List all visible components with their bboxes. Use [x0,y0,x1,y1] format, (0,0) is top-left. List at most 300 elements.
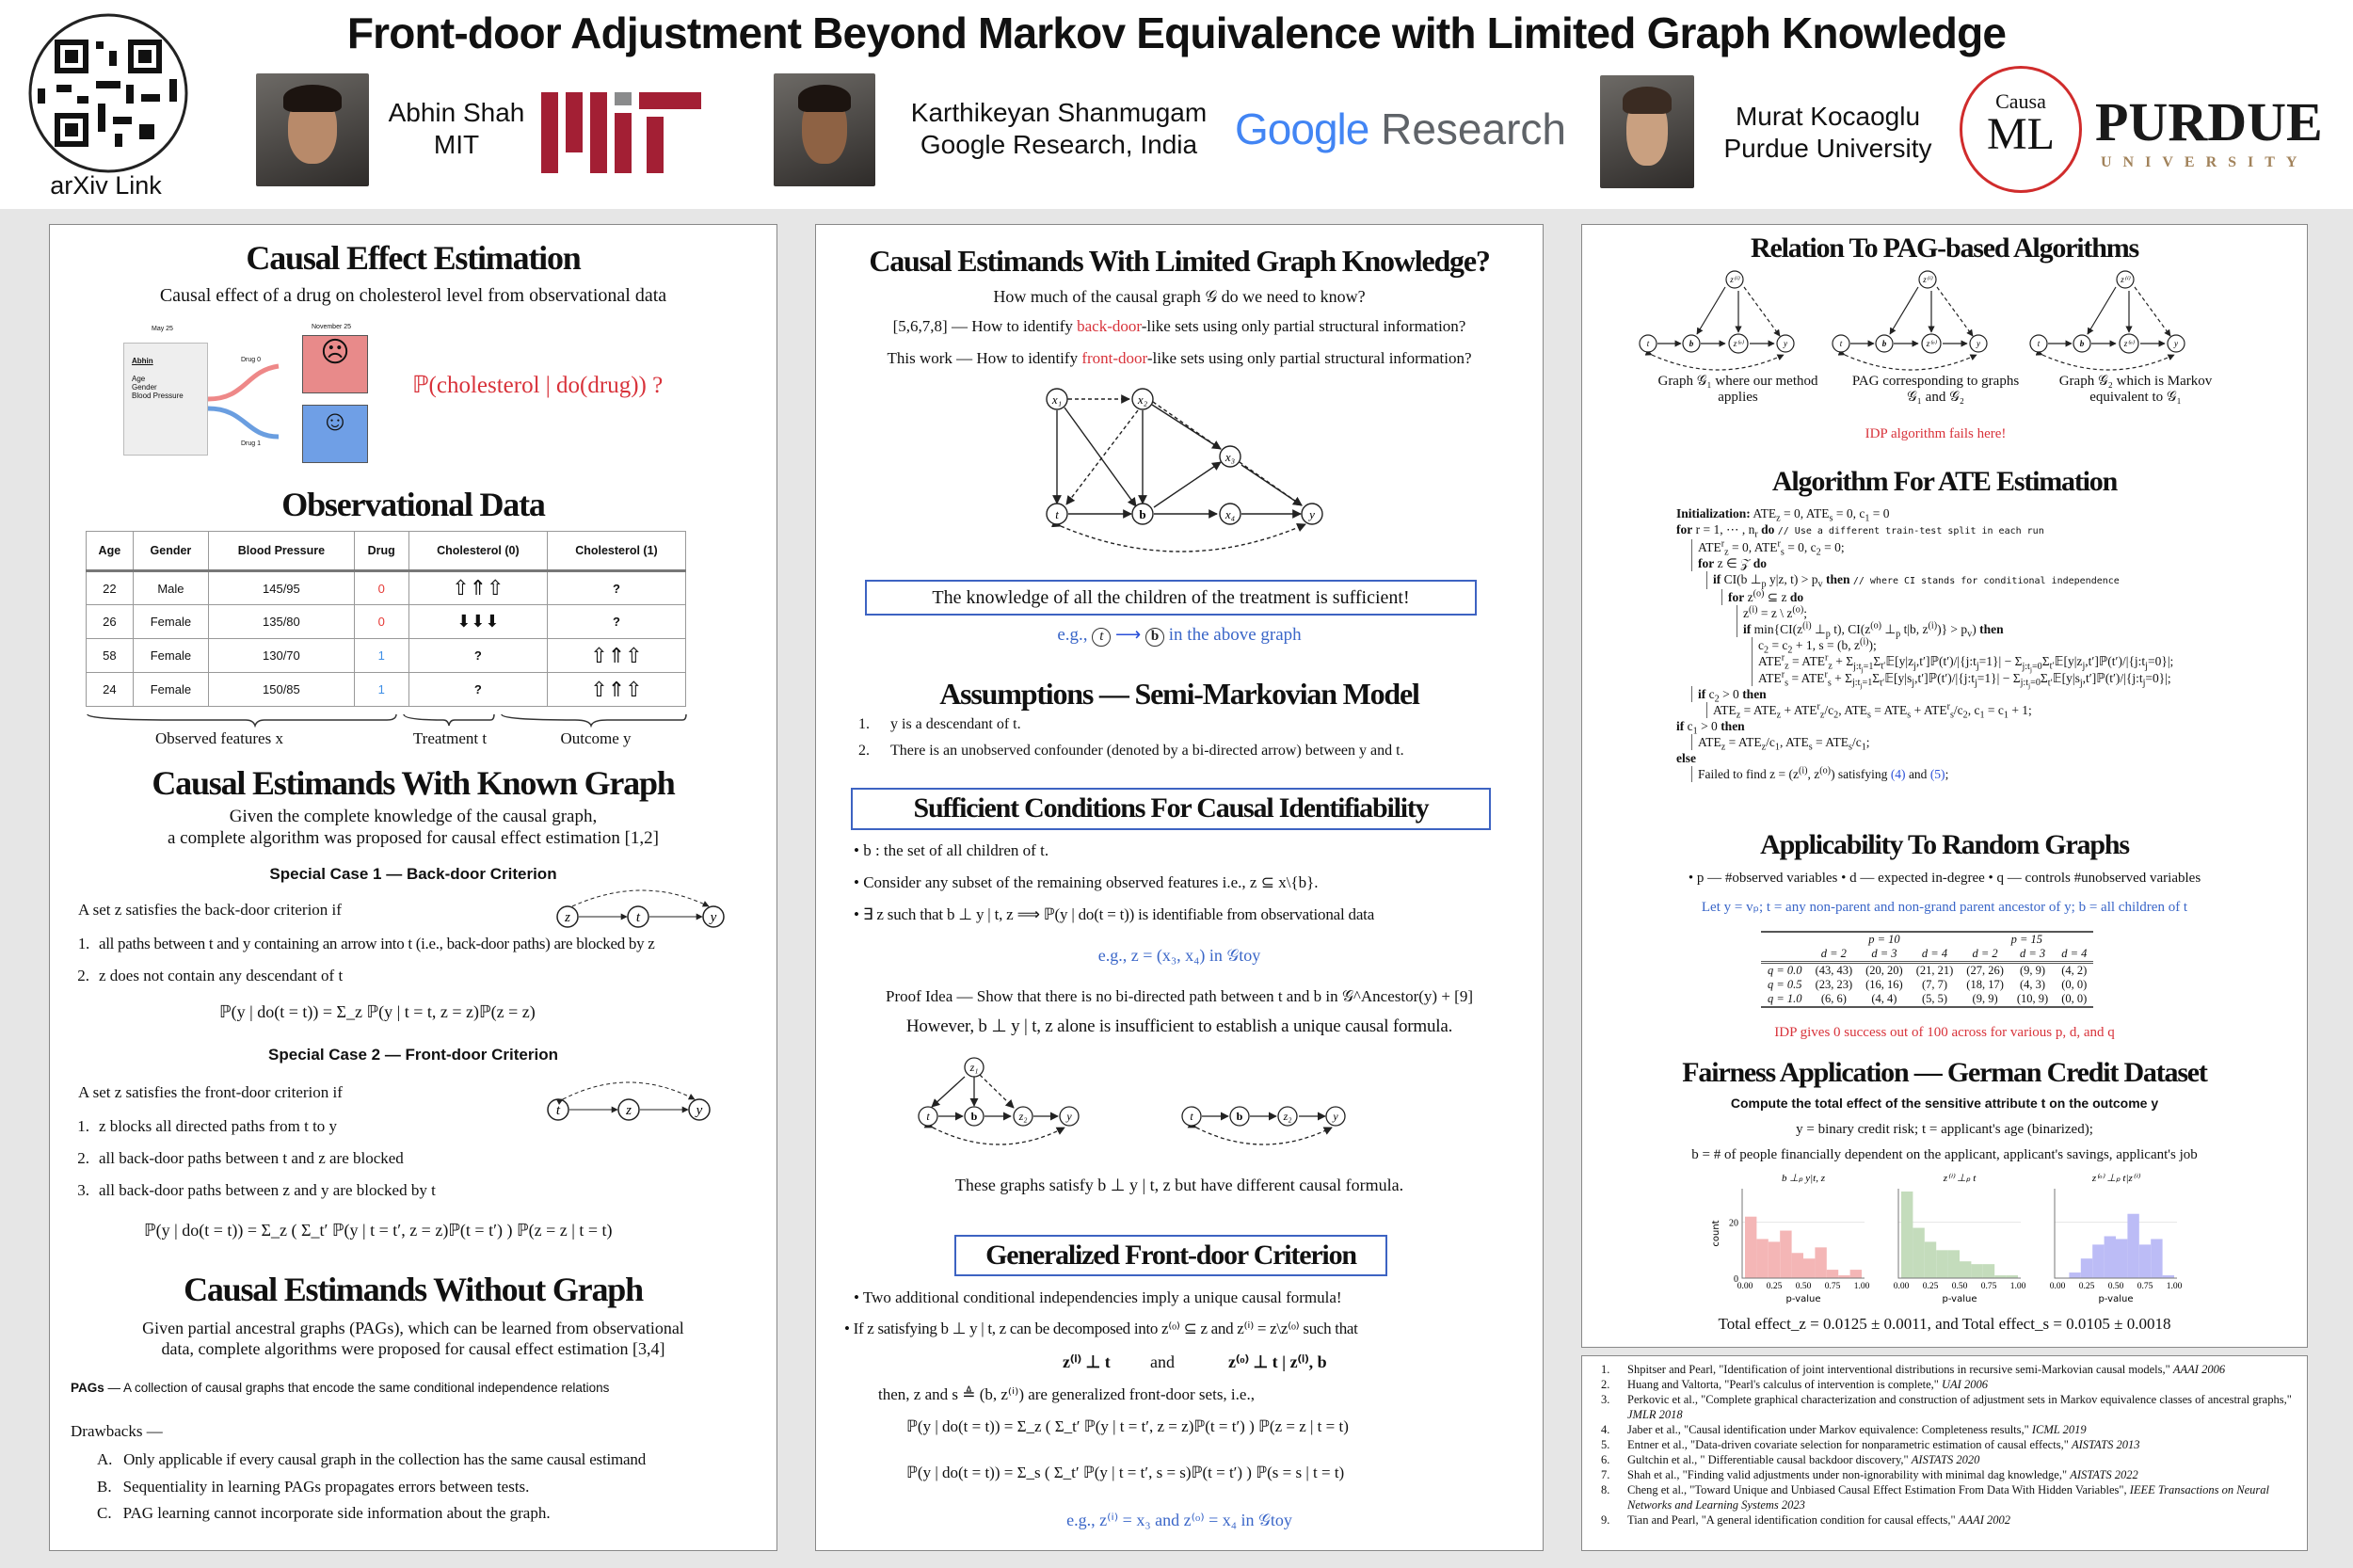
table-row [87,571,686,605]
author-affiliation: MIT [433,130,480,159]
reference-text: Cheng et al., "Toward Unique and Unbiased Causal Effect Estimation From Data With Hidden Variables", [1627,1483,2130,1496]
x-tick-label: 1.00 [2166,1282,2183,1291]
table-cell [1761,932,1809,947]
frontdoor-formula: ℙ(y | do(t = t)) = Σ_z ( Σ_t′ ℙ(y | t = t′, z = z)ℙ(t = t′) ) ℙ(z = z | t = t) [144,1221,613,1240]
purdue-university: UNIVERSITY [2101,154,2309,170]
section-title: Relation To PAG-based Algorithms [1751,232,2138,264]
text-line: However, b ⊥ y | t, z alone is insufficient to establish a unique causal formula. [905,1016,1453,1036]
list-item: A. Only applicable if every causal graph in the collection has the same causal estimand [97,1450,646,1468]
svg-text:z⁽ᵒ⁾: z⁽ᵒ⁾ [2123,339,2135,348]
key-insight-text: The knowledge of all the children of the treatment is sufficient! [932,587,1410,608]
reference-number: 3. [1601,1393,1610,1406]
svg-text:y: y [2174,339,2178,348]
section-title: Fairness Application — German Credit Dataset [1682,1057,2207,1088]
reference-venue: JMLR 2018 [1627,1408,1683,1421]
reference-text: Tian and Pearl, "A general identification condition for causal effects," [1627,1513,1959,1527]
table-cell: (4, 4) [1871,992,1897,1005]
histogram-title: z⁽ᵒ⁾ ⊥ₚ t|z⁽ⁱ⁾ [2091,1173,2140,1184]
table-row [87,605,686,639]
table-cell: (10, 9) [2016,992,2049,1005]
reference-item [1601,1392,2297,1422]
text-line: a complete algorithm was proposed for causal effect estimation [1,2] [168,828,659,848]
column-group-header: p = 15 [2010,933,2043,946]
qr-code-icon[interactable] [28,13,188,173]
row-header: q = 0.5 [1768,978,1802,991]
text-and: and [1150,1352,1175,1371]
svg-text:t: t [1646,339,1650,348]
reference-item [1601,1512,2297,1528]
text-line: data, complete algorithms were proposed for causal effect estimation [3,4] [161,1339,665,1358]
list-item: 1. y is a descendant of t. [858,716,1021,732]
references-panel [1581,1355,2308,1551]
svg-text:t: t [1190,1110,1193,1123]
table-cell: ? [547,571,685,605]
google-wordmark: Google [1235,104,1369,153]
histogram-bar [1756,1239,1768,1278]
poster-title: Front-door Adjustment Beyond Markov Equivalence with Limited Graph Knowledge [346,8,2007,57]
table-cell: (7, 7) [1921,978,1948,991]
ci-condition: z⁽ᵒ⁾ ⊥ t | z⁽ⁱ⁾, b [1228,1352,1327,1371]
svg-text:z⁽ᵒ⁾: z⁽ᵒ⁾ [1733,339,1744,348]
row-header: q = 1.0 [1768,992,1802,1005]
svg-text:t: t [1839,339,1843,348]
column-header: Age [87,532,134,571]
reference-text: Entner et al., "Data-driven covariate selection for nonparametric estimation of causal effects," [1627,1438,2072,1451]
list-item: 1. z blocks all directed paths from t to y [77,1117,338,1135]
x-tick-label: 0.50 [2107,1282,2124,1291]
table-cell: ? [408,673,547,707]
table-row [87,639,686,673]
x-axis-label: p-value [1942,1294,1977,1304]
author-photo-murat [1600,75,1694,188]
reference-venue: UAI 2006 [1942,1378,1988,1391]
histogram-bar [1971,1264,1982,1278]
column-middle [815,224,1544,1551]
histogram-bar [1815,1247,1826,1278]
author-affiliation: Purdue University [1723,134,1932,163]
text-line: Given partial ancestral graphs (PAGs), which can be learned from observational [142,1319,684,1337]
reference-number: 8. [1601,1483,1610,1496]
algorithm-line: $ATE_z = ATE_z + ATE^r_z/c_2$, $ATE_s = ATE_s + ATE^r_s/c_2$, $c_1 = c_1 + 1$; [1706,702,2297,718]
x-tick-label: 0.75 [1980,1282,1997,1291]
drug-illustration [123,324,377,474]
column-header: d = 2 [1972,947,1998,960]
histogram-bar [1913,1228,1924,1278]
column-header: Cholesterol (0) [408,532,547,571]
svg-text:y: y [710,910,717,925]
list-item: 3. all back-door paths between z and y are blocked by t [77,1181,436,1199]
algorithm-line: $ATE^r_s = ATE^r_s$ + $\Sigma_{j:t_j=1}\Sigma_{t'}𝔼[y|s_j,t']ℙ(t')/|\{j:t_j=1\}|$ − $\Sigma_{j:t_j=0}\Sigma_{t'}𝔼[y|s_j,t']ℙ(t')/|\{j:t_j=0\}|$; [1752,670,2297,687]
frontdoor-graph-diagram [544,1067,732,1124]
text-line: b = # of people financially dependent on the applicant, applicant's savings, applicant's job [1691,1147,2198,1162]
drug-label: Drug 0 [241,357,262,363]
table-cell: (4, 3) [2020,978,2046,991]
column-header: d = 4 [1921,947,1948,960]
happy-outcome-icon: ☺ [302,405,368,463]
svg-text:x₄: x₄ [1225,507,1236,521]
reference-item [1601,1377,2297,1392]
reference-text: Huang and Valtorta, "Pearl's calculus of intervention is complete," [1627,1378,1943,1391]
setup-line: Let y = vₚ; t = any non-parent and non-grand parent ancestor of y; b = all children of t [1701,900,2188,915]
poster-header [0,0,2353,209]
list-item: • ∃ z such that b ⊥ y | t, z ⟹ ℙ(y | do(t = t)) is identifiable from observational data [854,905,1374,924]
y-tick-label: 0 [1734,1274,1738,1285]
table-row [87,673,686,707]
svg-text:b: b [1689,339,1694,348]
histogram-bar [1948,1250,1960,1278]
table-header-row [1761,947,2093,963]
cholesterol-up-icon: ⇧⇑⇧ [547,673,685,707]
reference-text: Gultchin et al., " Differentiable causal backdoor discovery," [1627,1453,1912,1466]
algorithm-line: $ATE^r_z = ATE^r_z$ + $\Sigma_{j:t_j=1}\Sigma_{t'}𝔼[y|z_j,t']ℙ(t')/|\{j:t_j=1\}|$ − $\Sigma_{j:t_j=0}\Sigma_{t'}𝔼[y|z_j,t']ℙ(t')/|\{j:t_j=0\}|$; [1752,653,2297,670]
reference-item [1601,1467,2297,1482]
table-cell: Female [133,673,208,707]
svg-text:t: t [1055,507,1059,521]
sad-outcome-icon: ☹ [302,335,368,393]
reference-text: Shpitser and Pearl, "Identification of joint interventional distributions in recursive semi-Markovian causal models," [1627,1363,2173,1376]
subsection-title: Special Case 2 — Front-door Criterion [268,1046,558,1064]
key-insight-box [865,580,1477,616]
group-label: Outcome y [560,729,632,747]
table-cell: 58 [87,639,134,673]
text-line: y = binary credit risk; t = applicant's age (binarized); [1796,1122,2093,1137]
x-tick-label: 0.75 [2137,1282,2153,1291]
formula-z: ℙ(y | do(t = t)) = Σ_z ( Σ_t′ ℙ(y | t = t′, z = z)ℙ(t = t′) ) ℙ(z = z | t = t) [906,1417,1349,1435]
table-cell: 1 [354,673,408,707]
list-item: B. Sequentiality in learning PAGs propagates errors between tests. [97,1478,530,1496]
table-cell: Male [133,571,208,605]
histogram-bar [1850,1270,1862,1278]
row-header: q = 0.0 [1768,964,1802,977]
algorithm-line: Failed to find $z = (z^{(i)}$, $z^{(o)}$) satisfying (4) and (5); [1691,766,2297,782]
patient-record: Abhin Age Gender Blood Pressure [123,343,208,456]
author-name: Abhin Shah [388,98,525,127]
svg-text:t: t [555,1103,561,1118]
table-row [1761,992,2093,1007]
toy-causal-graph [1032,376,1334,564]
svg-text:z⁽ⁱ⁾: z⁽ⁱ⁾ [2121,275,2130,284]
section-title: Causal Estimands With Known Graph [152,764,675,802]
graph-caption: PAG corresponding to graphs 𝒢₁ and 𝒢₂ [1851,374,2020,405]
reference-venue: AAAI 2006 [2172,1363,2226,1376]
author-affiliation: Google Research, India [920,130,1198,159]
reference-number: 2. [1601,1378,1610,1391]
histogram-bar [2081,1258,2092,1278]
x-tick-label: 0.00 [1737,1282,1753,1291]
ci-condition: z⁽ⁱ⁾ ⊥ t [1063,1352,1111,1371]
histogram-bar [2116,1239,2127,1278]
group-braces [86,712,688,728]
table-cell: (0, 0) [2061,978,2088,991]
table-cell: Female [133,605,208,639]
y-tick-label: 20 [1729,1218,1738,1229]
graph-caption: Graph 𝒢₁ where our method applies [1657,374,1818,405]
table-cell [1761,947,1809,963]
section-subtitle: Causal effect of a drug on cholesterol level from observational data [159,285,667,306]
parameter-legend: • p — #observed variables • d — expected in-degree • q — controls #unobserved variables [1688,871,2201,886]
reference-item [1601,1437,2297,1452]
reference-venue: AISTATS 2013 [2071,1438,2140,1451]
table-cell: ? [408,639,547,673]
x-tick-label: 0.50 [1795,1282,1812,1291]
table-cell: (43, 43) [1815,964,1853,977]
reference-number: 5. [1601,1438,1610,1451]
column-right [1581,224,2308,1348]
graph-caption: Graph 𝒢₂ which is Markov equivalent to 𝒢₁ [2058,374,2213,405]
reference-venue: AISTATS 2022 [2070,1468,2138,1481]
section-title: Generalized Front-door Criterion [985,1240,1356,1271]
histogram-bar [2127,1214,2138,1278]
table-cell: (9, 9) [2020,964,2046,977]
backdoor-formula: ℙ(y | do(t = t)) = Σ_z ℙ(y | t = t, z = z)ℙ(z = z) [219,1002,536,1021]
svg-text:t: t [926,1110,930,1123]
x-tick-label: 0.25 [1922,1282,1939,1291]
table-cell: 26 [87,605,134,639]
algorithm-line: if $c_2 > 0$ then [1691,686,2297,702]
text-line: These graphs satisfy b ⊥ y | t, z but have different causal formula. [954,1176,1404,1194]
y-axis-label: count [1711,1220,1721,1247]
random-graphs-table [1761,931,2093,1008]
table-cell: 0 [354,605,408,639]
reference-number: 4. [1601,1423,1610,1436]
subsection-title: Special Case 1 — Back-door Criterion [269,865,557,883]
histogram-bar [2139,1244,2151,1278]
date-label: November 25 [312,324,352,330]
svg-text:x₁: x₁ [1051,392,1063,407]
example-graphs-diagram [910,1048,1437,1161]
purdue-logo: PURDUE [2095,91,2323,152]
drug-label: Drug 1 [241,440,262,447]
reference-item [1601,1422,2297,1437]
date-label: May 25 [152,326,173,332]
algorithm-line: Initialization: $ATE_z = 0$, $ATE_s = 0$, $c_1 = 0$ [1676,506,1890,524]
reference-venue: IEEE Transactions on Neural Networks and Learning Systems 2023 [1627,1483,2269,1512]
table-cell: 0 [354,571,408,605]
section-title-box [851,788,1491,830]
table-cell: 130/70 [209,639,355,673]
table-cell: (9, 9) [1972,992,1998,1005]
table-cell: (16, 16) [1865,978,1903,991]
example-line: e.g., t ⟶ b in the above graph [1057,625,1302,645]
histogram-title: b ⊥ₚ y|t, z [1781,1173,1826,1184]
svg-text:y: y [1309,507,1315,521]
x-tick-label: 0.75 [1824,1282,1841,1291]
algorithm-line: $z^{(i)} = z$ \ $z^{(o)}$; [1737,605,2297,621]
histogram-bar [1780,1231,1791,1278]
cholesterol-up-icon: ⇧⇑⇧ [547,639,685,673]
table-cell: (21, 21) [1915,964,1954,977]
histogram-bar [1925,1241,1936,1278]
text-line: This work — How to identify front-door-like sets using only partial structural information? [887,349,1472,367]
table-cell: 145/95 [209,571,355,605]
text-line: [5,6,7,8] — How to identify back-door-like sets using only partial structural information? [892,317,1466,335]
column-header: d = 2 [1820,947,1847,960]
svg-text:b: b [1881,339,1887,348]
algorithm-line: $c_2 = c_2 + 1$, s = (b, $z^{(i)}$); [1752,637,2297,653]
section-title: Causal Estimands Without Graph [184,1271,643,1308]
column-header: d = 3 [2019,947,2046,960]
section-title: Applicability To Random Graphs [1760,829,2129,860]
section-title: Causal Effect Estimation [246,239,581,277]
algorithm-line: for $z^{(o)}$ ⊆ z do [1721,589,2297,605]
pags-definition: PAGs — A collection of causal graphs that encode the same conditional independence relations [71,1381,610,1395]
example-line: e.g., z⁽ⁱ⁾ = x₃ and z⁽ᵒ⁾ = x₄ in 𝒢toy [1066,1511,1292,1529]
algorithm-line: for z ∈ 𝒵 do [1691,555,2297,571]
column-header: Blood Pressure [209,532,355,571]
reference-venue: ICML 2019 [2031,1423,2087,1436]
ate-algorithm [1676,505,2297,782]
x-axis-label: p-value [1785,1294,1821,1304]
table-cell: 22 [87,571,134,605]
table-cell: (5, 5) [1921,992,1948,1005]
column-header: d = 3 [1871,947,1897,960]
proof-idea: Proof Idea — Show that there is no bi-directed path between t and b in 𝒢^Ancestor(y) + [9] [885,987,1474,1005]
table-cell: (6, 6) [1820,992,1847,1005]
list-item: 1. all paths between t and y containing an arrow into t (i.e., back-door paths) are blocked by z [77,935,655,952]
pvalue-histograms [1710,1168,2190,1309]
causalml-top: Causa [1995,89,2046,113]
list-item: 2. z does not contain any descendant of t [77,967,344,984]
table-cell: (23, 23) [1815,978,1853,991]
svg-text:z₂: z₂ [1018,1110,1028,1123]
reference-text: Perkovic et al., "Complete graphical characterization and construction of adjustment sets in Markov equivalence classes of ancestral graphs," [1627,1393,2292,1406]
table-cell: (27, 26) [1966,964,2004,977]
arxiv-link[interactable]: arXiv Link [50,171,162,200]
svg-text:t: t [635,910,641,925]
x-tick-label: 0.25 [1766,1282,1783,1291]
svg-text:y: y [1784,339,1787,348]
list-item: 2. There is an unobserved confounder (denoted by a bi-directed arrow) between y and t. [858,743,1404,759]
formula-s: ℙ(y | do(t = t)) = Σ_s ( Σ_t′ ℙ(y | t = t′, s = s)ℙ(t = t′) ) ℙ(s = s | t = t) [906,1464,1345,1481]
algorithm-line: if CI(b $\perp_p$ y|z, $t) > p_v$ then // where CI stands for conditional independence [1706,571,2297,589]
algorithm-line: if $\min\{CI(z^{(i)}$ $\perp_p$ t), $CI(z^{(o)}$ $\perp_p$ t|b, $z^{(i)})\} > p_v$) then [1737,621,2297,637]
section-title: Sufficient Conditions For Causal Identifiability [913,792,1429,824]
group-label: Treatment t [412,729,488,747]
svg-text:z⁽ᵒ⁾: z⁽ᵒ⁾ [1926,339,1937,348]
cholesterol-up-icon: ⇧⇑⇧ [408,571,547,605]
svg-text:y: y [696,1103,703,1118]
mit-logo [541,92,703,173]
histogram-bar [1803,1258,1815,1278]
reference-item [1601,1482,2297,1512]
reference-number: 9. [1601,1513,1610,1527]
algorithm-line: else [1676,751,1696,766]
text-line: A set z satisfies the front-door criterion if [78,1083,343,1101]
cholesterol-down-icon: ⬇⬇⬇ [408,605,547,639]
list-item: 2. all back-door paths between t and z are blocked [77,1149,404,1167]
svg-text:z⁽ⁱ⁾: z⁽ⁱ⁾ [1730,275,1739,284]
reference-number: 7. [1601,1468,1610,1481]
histogram-bar [1936,1250,1947,1278]
histogram-bar [1769,1241,1780,1278]
idp-result-note: IDP gives 0 success out of 100 across for various p, d, and q [1774,1025,2115,1040]
list-item: • Two additional conditional independencies imply a unique causal formula! [854,1288,1342,1307]
table-header-row [1761,932,2093,947]
histogram-bar [1827,1270,1838,1278]
svg-text:x₂: x₂ [1137,392,1148,407]
svg-text:z⁽ⁱ⁾: z⁽ⁱ⁾ [1923,275,1932,284]
table-cell: (20, 20) [1865,964,1903,977]
causalml-bottom: ML [1987,109,2055,159]
table-row [1761,963,2093,979]
x-tick-label: 0.25 [2078,1282,2095,1291]
table-cell: (4, 2) [2061,964,2088,977]
reference-text: Shah et al., "Finding valid adjustments under non-ignorability with minimal dag knowledge," [1627,1468,2071,1481]
x-tick-label: 0.50 [1951,1282,1968,1291]
text-line: then, z and s ≜ (b, z⁽ⁱ⁾) are generalized front-door sets, i.e., [878,1385,1255,1403]
table-cell: 1 [354,639,408,673]
column-left [49,224,777,1551]
algorithm-line: $ATE^r_z = 0$, $ATE^r_s = 0$, $c_2 = 0$; [1691,539,2297,555]
section-title: Causal Estimands With Limited Graph Knowledge? [869,244,1490,278]
histogram-bar [1792,1253,1803,1278]
column-header: Drug [354,532,408,571]
column-header: Cholesterol (1) [547,532,685,571]
text-line: Given the complete knowledge of the causal graph, [229,807,598,826]
svg-text:y: y [1333,1110,1338,1123]
x-tick-label: 1.00 [1853,1282,1870,1291]
list-item: C. PAG learning cannot incorporate side information about the graph. [97,1504,551,1522]
x-tick-label: 0.00 [2049,1282,2066,1291]
idp-fail-note: IDP algorithm fails here! [1865,426,2007,441]
pag-comparison-graphs [1639,270,2279,374]
algorithm-line: if $c_1 > 0$ then [1676,719,1745,738]
reference-item [1601,1452,2297,1467]
svg-text:b: b [970,1110,978,1123]
text-line: How much of the causal graph 𝒢 do we need to know? [993,287,1366,306]
x-tick-label: 1.00 [2009,1282,2026,1291]
group-label: Observed features x [155,729,283,747]
causalml-logo [1960,66,2082,193]
histogram-bar [1901,1192,1913,1278]
google-research-logo [1235,104,1566,154]
reference-text: Jaber et al., "Causal identification under Markov equivalence: Completeness results," [1627,1423,2032,1436]
total-effect-result: Total effect_z = 0.0125 ± 0.0011, and Total effect_s = 0.0105 ± 0.0018 [1718,1315,2171,1333]
text-line: A set z satisfies the back-door criterion if [78,901,342,919]
histogram-bar [2069,1272,2080,1278]
table-header-row [87,532,686,571]
example-line: e.g., z = (x₃, x₄) in 𝒢toy [1097,946,1261,965]
list-item: • If z satisfying b ⊥ y | t, z can be decomposed into z⁽ᵒ⁾ ⊆ z and z⁽ⁱ⁾ = z\z⁽ᵒ⁾ such that [844,1320,1358,1338]
histogram-bar [1745,1217,1756,1278]
algorithm-line: for r = 1, ⋯ , $n_r$ do // Use a different train-test split in each run [1676,522,2044,540]
drawbacks-label: Drawbacks — [71,1422,163,1440]
table-cell: 135/80 [209,605,355,639]
author-photo-abhin [256,73,369,186]
svg-text:z: z [626,1103,632,1118]
section-title-box [954,1235,1387,1276]
backdoor-graph-diagram [553,874,742,931]
svg-text:t: t [2037,339,2041,348]
text-line: Compute the total effect of the sensitive attribute t on the outcome y [1730,1096,2159,1111]
list-item: • Consider any subset of the remaining observed features i.e., z ⊆ x\{b}. [854,873,1319,892]
reference-number: 6. [1601,1453,1610,1466]
svg-text:y: y [1066,1110,1072,1123]
author-name: Karthikeyan Shanmugam [910,98,1208,127]
author-photo-karthikeyan [774,73,875,186]
observational-data-table [86,531,686,707]
reference-venue: AISTATS 2020 [1911,1453,1980,1466]
section-title: Observational Data [281,486,545,523]
histogram-bar [2105,1236,2116,1278]
column-header: d = 4 [2061,947,2088,960]
algorithm-line: $ATE_z = ATE_z/c_1$, $ATE_s = ATE_s/c_1$; [1691,734,2297,750]
svg-text:y: y [1977,339,1980,348]
reference-number: 1. [1601,1363,1610,1376]
svg-text:b: b [1139,507,1146,521]
svg-text:b: b [1236,1110,1243,1123]
table-cell: 24 [87,673,134,707]
